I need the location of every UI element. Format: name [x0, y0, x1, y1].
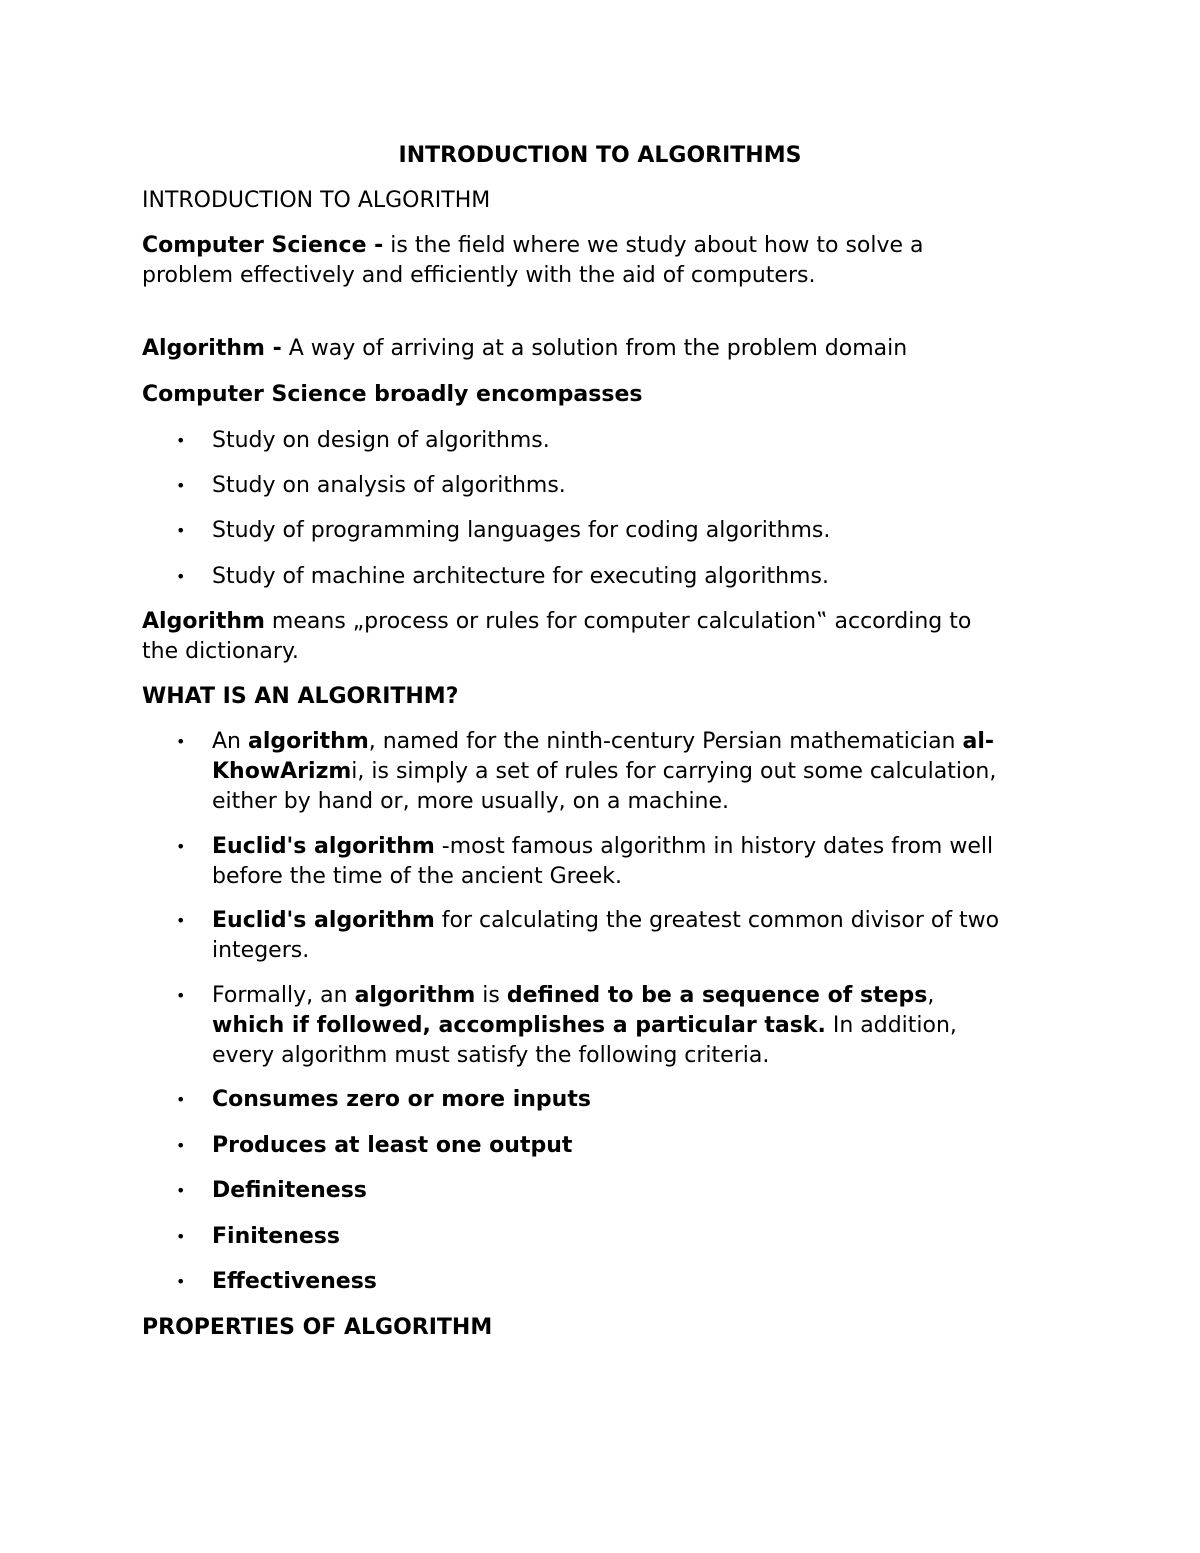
- list-item-text: Euclid's algorithm for calculating the greatest common divisor of two integers.: [212, 908, 1000, 963]
- algo-means-line1: means „process or rules for computer calculation‟ according to: [264, 609, 972, 634]
- algorithm-means: [142, 607, 1072, 667]
- bullet-icon: •: [176, 1272, 186, 1291]
- algo-means-term: Algorithm: [142, 609, 265, 634]
- list-item-text: Study on design of algorithms.: [212, 428, 550, 453]
- list-item-text: Effectiveness: [212, 1269, 377, 1294]
- list-item-text: Finiteness: [212, 1224, 340, 1249]
- cs-term: Computer Science -: [142, 233, 384, 258]
- bullet-icon: •: [176, 911, 186, 930]
- list-item-text: Study of machine architecture for executing algorithms.: [212, 564, 829, 589]
- list-item-text: Consumes zero or more inputs: [212, 1087, 591, 1112]
- list-item-text: Euclid's algorithm -most famous algorithm in history dates from well before the time of the ancient Greek.: [212, 834, 994, 889]
- bullet-icon: •: [176, 521, 186, 540]
- bullet-icon: •: [176, 431, 186, 450]
- bullet-icon: •: [176, 1136, 186, 1155]
- algorithm-definition: [142, 334, 1072, 364]
- cs-heading: [142, 380, 1072, 410]
- bullet-icon: •: [176, 567, 186, 586]
- cs-definition: [142, 231, 1072, 291]
- what-heading: [142, 682, 1072, 712]
- properties-heading-text: PROPERTIES OF ALGORITHM: [142, 1315, 493, 1340]
- algo-def-text: A way of arriving at a solution from the problem domain: [281, 336, 908, 361]
- cs-def-line1: is the field where we study about how to solve a: [383, 233, 924, 258]
- bullet-icon: •: [176, 1227, 186, 1246]
- subtitle: INTRODUCTION TO ALGORITHM: [142, 188, 491, 213]
- bullet-icon: •: [176, 476, 186, 495]
- what-heading-text: WHAT IS AN ALGORITHM?: [142, 684, 459, 709]
- page-title: INTRODUCTION TO ALGORITHMS: [398, 143, 802, 168]
- algo-term: Algorithm -: [142, 336, 282, 361]
- list-item-text: Definiteness: [212, 1178, 367, 1203]
- list-item-text: Produces at least one output: [212, 1133, 573, 1158]
- list-item-text: Study of programming languages for coding algorithms.: [212, 518, 831, 543]
- properties-heading: [142, 1313, 1072, 1343]
- list-item-text: Formally, an algorithm is defined to be a sequence of steps, which if followed, accomplishes a particular task. In addition, every algorithm must satisfy the following criteria.: [212, 983, 957, 1068]
- bullet-icon: •: [176, 1090, 186, 1109]
- cs-def-line2: problem effectively and efficiently with the aid of computers.: [142, 263, 816, 288]
- list-item-text: Study on analysis of algorithms.: [212, 473, 566, 498]
- bullet-icon: •: [176, 986, 186, 1005]
- list-item-text: An algorithm, named for the ninth-century Persian mathematician al- KhowArizmi, is simply a set of rules for carrying out some calculation, either by hand or, more usually, on a machine.: [212, 729, 997, 814]
- bullet-icon: •: [176, 732, 186, 751]
- bullet-icon: •: [176, 1181, 186, 1200]
- algo-means-line2: the dictionary.: [142, 639, 299, 664]
- bullet-icon: •: [176, 837, 186, 856]
- cs-heading-text: Computer Science broadly encompasses: [142, 382, 643, 407]
